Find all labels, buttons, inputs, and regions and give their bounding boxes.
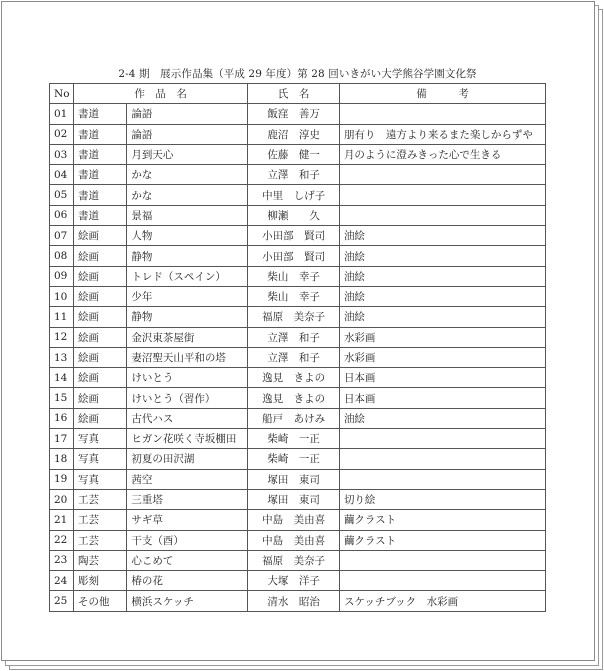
row-notes: 日本画 [339, 388, 545, 408]
table-row [50, 489, 546, 509]
row-genre: 絵画 [73, 307, 126, 327]
row-work-title: 金沢東茶屋街 [127, 327, 248, 347]
row-genre: 写真 [73, 469, 126, 489]
row-number: 18 [50, 449, 74, 469]
row-number: 08 [50, 246, 74, 266]
row-genre: 彫刻 [73, 571, 126, 591]
table-header-row [50, 84, 546, 104]
table-row [50, 205, 546, 225]
row-work-title: 論語 [127, 104, 248, 124]
row-artist-name: 小田部 賢司 [248, 226, 340, 246]
row-number: 24 [50, 571, 74, 591]
row-genre: 陶芸 [73, 550, 126, 570]
row-work-title: 月到天心 [127, 144, 248, 164]
row-work-title: 景福 [127, 205, 248, 225]
row-artist-name: 立澤 和子 [248, 327, 340, 347]
row-genre: 絵画 [73, 246, 126, 266]
table-row [50, 327, 546, 347]
row-artist-name: 立澤 和子 [248, 347, 340, 367]
row-work-title: 椿の花 [127, 571, 248, 591]
row-artist-name: 柴崎 一正 [248, 429, 340, 449]
row-work-title: ヒガン花咲く寺坂棚田 [127, 429, 248, 449]
table-row [50, 408, 546, 428]
header-work-title: 作 品 名 [73, 84, 247, 104]
row-notes: 油絵 [339, 266, 545, 286]
row-number: 10 [50, 286, 74, 306]
row-notes: 月のように澄みきった心で生きる [339, 144, 545, 164]
row-genre: 写真 [73, 429, 126, 449]
table-row [50, 429, 546, 449]
row-notes: 日本画 [339, 368, 545, 388]
row-work-title: かな [127, 165, 248, 185]
row-genre: その他 [73, 591, 126, 611]
row-work-title: 心こめて [127, 550, 248, 570]
row-number: 04 [50, 165, 74, 185]
row-work-title: 三重塔 [127, 489, 248, 509]
row-number: 15 [50, 388, 74, 408]
row-work-title: 初夏の田沢湖 [127, 449, 248, 469]
row-artist-name: 柳瀬 久 [248, 205, 340, 225]
row-artist-name: 大塚 洋子 [248, 571, 340, 591]
table-row [50, 246, 546, 266]
table-row [50, 368, 546, 388]
row-genre: 書道 [73, 144, 126, 164]
row-notes [339, 449, 545, 469]
row-number: 17 [50, 429, 74, 449]
row-notes: 油絵 [339, 246, 545, 266]
row-notes: スケッチブック 水彩画 [339, 591, 545, 611]
row-notes: 繭クラスト [339, 510, 545, 530]
row-notes: 油絵 [339, 286, 545, 306]
row-work-title: 静物 [127, 246, 248, 266]
row-artist-name: 中島 美由喜 [248, 530, 340, 550]
row-number: 25 [50, 591, 74, 611]
row-genre: 写真 [73, 449, 126, 469]
row-notes [339, 550, 545, 570]
row-notes [339, 185, 545, 205]
row-artist-name: 柴崎 一正 [248, 449, 340, 469]
row-artist-name: 飯窪 善万 [248, 104, 340, 124]
table-row [50, 124, 546, 144]
row-genre: 絵画 [73, 347, 126, 367]
row-work-title: 干支（酉） [127, 530, 248, 550]
row-artist-name: 逸見 きよの [248, 368, 340, 388]
row-notes [339, 469, 545, 489]
row-number: 14 [50, 368, 74, 388]
table-row [50, 307, 546, 327]
row-artist-name: 小田部 賢司 [248, 246, 340, 266]
row-number: 11 [50, 307, 74, 327]
row-genre: 絵画 [73, 266, 126, 286]
table-row [50, 550, 546, 570]
row-genre: 絵画 [73, 286, 126, 306]
table-row [50, 388, 546, 408]
row-work-title: けいとう [127, 368, 248, 388]
row-artist-name: 佐藤 健一 [248, 144, 340, 164]
row-notes: 切り絵 [339, 489, 545, 509]
row-number: 05 [50, 185, 74, 205]
document-title: 2-4 期 展示作品集（平成 29 年度）第 28 回いきがい大学熊谷学園文化祭 [118, 68, 477, 80]
row-work-title: 論語 [127, 124, 248, 144]
row-number: 01 [50, 104, 74, 124]
row-notes: 油絵 [339, 307, 545, 327]
row-genre: 絵画 [73, 327, 126, 347]
row-number: 23 [50, 550, 74, 570]
row-artist-name: 船戸 あけみ [248, 408, 340, 428]
row-artist-name: 逸見 きよの [248, 388, 340, 408]
row-genre: 絵画 [73, 226, 126, 246]
row-artist-name: 塚田 東司 [248, 469, 340, 489]
row-number: 21 [50, 510, 74, 530]
row-number: 06 [50, 205, 74, 225]
exhibition-table [49, 83, 546, 612]
table-row [50, 347, 546, 367]
row-notes [339, 104, 545, 124]
row-genre: 書道 [73, 124, 126, 144]
table-row [50, 591, 546, 611]
row-artist-name: 塚田 東司 [248, 489, 340, 509]
row-work-title: 静物 [127, 307, 248, 327]
row-genre: 書道 [73, 205, 126, 225]
row-genre: 書道 [73, 104, 126, 124]
row-artist-name: 柴山 幸子 [248, 266, 340, 286]
row-genre: 工芸 [73, 530, 126, 550]
row-number: 13 [50, 347, 74, 367]
row-number: 22 [50, 530, 74, 550]
row-work-title: トレド（スペイン） [127, 266, 248, 286]
row-number: 19 [50, 469, 74, 489]
table-row [50, 226, 546, 246]
row-notes [339, 165, 545, 185]
table-row [50, 266, 546, 286]
table-row [50, 571, 546, 591]
row-work-title: 横浜スケッチ [127, 591, 248, 611]
row-notes [339, 429, 545, 449]
row-number: 16 [50, 408, 74, 428]
row-artist-name: 清水 昭治 [248, 591, 340, 611]
row-number: 09 [50, 266, 74, 286]
table-row [50, 286, 546, 306]
table-row [50, 530, 546, 550]
row-notes: 油絵 [339, 226, 545, 246]
row-notes: 水彩画 [339, 347, 545, 367]
row-notes [339, 571, 545, 591]
document-page [1, 1, 595, 661]
row-genre: 絵画 [73, 408, 126, 428]
table-row [50, 104, 546, 124]
header-notes: 備 考 [339, 84, 545, 104]
row-work-title: 茜空 [127, 469, 248, 489]
table-row [50, 469, 546, 489]
row-notes: 油絵 [339, 408, 545, 428]
row-artist-name: 中里 しげ子 [248, 185, 340, 205]
row-genre: 工芸 [73, 510, 126, 530]
header-no: No [50, 84, 74, 104]
row-number: 02 [50, 124, 74, 144]
header-name: 氏 名 [248, 84, 340, 104]
row-genre: 絵画 [73, 368, 126, 388]
table-row [50, 144, 546, 164]
row-artist-name: 中島 美由喜 [248, 510, 340, 530]
row-artist-name: 立澤 和子 [248, 165, 340, 185]
row-number: 07 [50, 226, 74, 246]
row-artist-name: 福原 美奈子 [248, 550, 340, 570]
table-row [50, 185, 546, 205]
table-body [50, 104, 546, 611]
row-number: 20 [50, 489, 74, 509]
row-work-title: 古代ハス [127, 408, 248, 428]
row-work-title: 妻沼聖天山平和の塔 [127, 347, 248, 367]
row-work-title: かな [127, 185, 248, 205]
row-notes: 朋有り 遠方より来るまた楽しからずや [339, 124, 545, 144]
table-row [50, 165, 546, 185]
row-work-title: 人物 [127, 226, 248, 246]
row-work-title: 少年 [127, 286, 248, 306]
table-row [50, 449, 546, 469]
row-genre: 工芸 [73, 489, 126, 509]
row-genre: 絵画 [73, 388, 126, 408]
row-number: 12 [50, 327, 74, 347]
row-genre: 書道 [73, 185, 126, 205]
row-work-title: けいとう（習作） [127, 388, 248, 408]
row-number: 03 [50, 144, 74, 164]
row-artist-name: 柴山 幸子 [248, 286, 340, 306]
row-work-title: サギ草 [127, 510, 248, 530]
row-notes: 繭クラスト [339, 530, 545, 550]
row-genre: 書道 [73, 165, 126, 185]
row-artist-name: 鹿沼 淳史 [248, 124, 340, 144]
row-notes [339, 205, 545, 225]
row-artist-name: 福原 美奈子 [248, 307, 340, 327]
table-row [50, 510, 546, 530]
row-notes: 水彩画 [339, 327, 545, 347]
